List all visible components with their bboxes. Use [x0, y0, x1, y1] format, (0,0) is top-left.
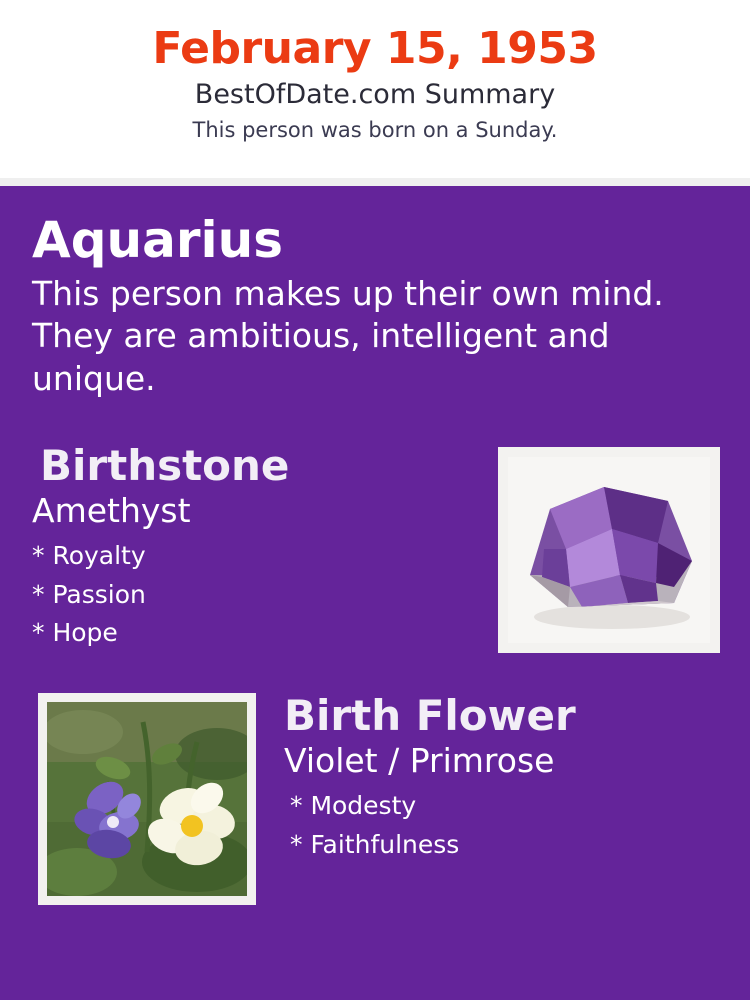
- page-title: February 15, 1953: [152, 23, 598, 74]
- birthstone-trait: * Royalty: [32, 540, 146, 570]
- amethyst-illustration: [508, 457, 710, 643]
- birthstone-name: Amethyst: [32, 491, 191, 531]
- birthstone-trait: * Hope: [32, 618, 118, 648]
- birth-flower-text: [284, 693, 718, 864]
- header: [0, 0, 750, 178]
- zodiac-section: [32, 211, 718, 401]
- birth-flower-trait: * Modesty: [290, 790, 417, 820]
- birthstone-trait: * Passion: [32, 579, 146, 609]
- violet-primrose-illustration: [47, 702, 247, 896]
- birth-flower-section: [32, 693, 718, 913]
- site-summary-label: BestOfDate.com Summary: [194, 79, 556, 111]
- born-day-note: This person was born on a Sunday.: [192, 117, 558, 142]
- birthstone-section: [32, 443, 718, 653]
- birth-flower-trait: * Faithfulness: [290, 829, 460, 859]
- birth-flower-photo-frame: [38, 693, 256, 905]
- zodiac-title: Aquarius: [32, 211, 283, 269]
- zodiac-description: This person makes up their own mind. They are ambitious, intelligent and unique.: [32, 273, 664, 399]
- flower-icon: [47, 702, 247, 896]
- birth-flower-title: Birth Flower: [284, 691, 576, 741]
- birthstone-title: Birthstone: [40, 441, 290, 491]
- details-panel: [0, 186, 750, 1000]
- amethyst-icon: [508, 457, 710, 643]
- birthstone-photo-frame: [498, 447, 720, 653]
- header-divider: [0, 178, 750, 186]
- birth-flower-name: Violet / Primrose: [284, 741, 555, 781]
